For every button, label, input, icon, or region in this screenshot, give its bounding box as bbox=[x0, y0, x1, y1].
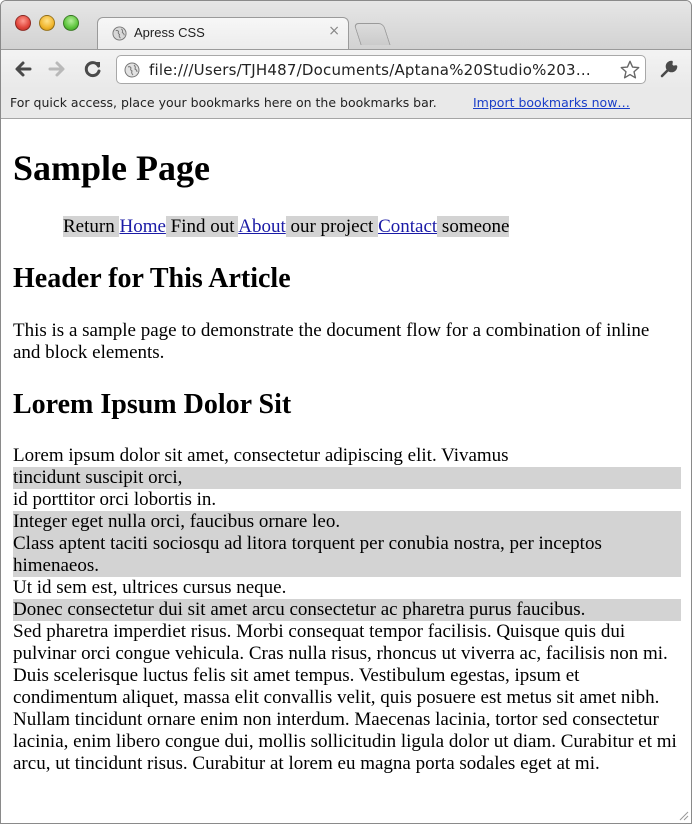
import-bookmarks-link[interactable]: Import bookmarks now… bbox=[473, 95, 630, 110]
tab-title: Apress CSS bbox=[134, 25, 205, 40]
nav-text-return: Return bbox=[63, 216, 120, 237]
nav-text-someone: someone bbox=[437, 216, 510, 237]
wrench-icon[interactable] bbox=[657, 57, 681, 81]
lorem-block bbox=[13, 445, 681, 775]
nav-text-our-project: our project bbox=[285, 216, 379, 237]
url-text[interactable]: file:///Users/TJH487/Documents/Aptana%20Studio%203… bbox=[149, 61, 591, 79]
article-paragraph: This is a sample page to demonstrate the document flow for a combination of inline and block elements. bbox=[13, 320, 650, 363]
close-tab-icon[interactable]: × bbox=[328, 23, 340, 39]
globe-icon bbox=[124, 62, 140, 78]
page-viewport bbox=[1, 119, 691, 823]
nav-link-home[interactable]: Home bbox=[119, 216, 166, 237]
back-arrow-icon[interactable] bbox=[11, 57, 35, 81]
maximize-window-icon[interactable] bbox=[63, 15, 79, 31]
new-tab-icon[interactable] bbox=[353, 23, 390, 45]
resize-grip-icon[interactable] bbox=[677, 809, 689, 821]
lorem-line: Lorem ipsum dolor sit amet, consectetur adipiscing elit. Vivamus bbox=[13, 445, 509, 466]
nav-text-find-out: Find out bbox=[165, 216, 239, 237]
bookmarks-hint: For quick access, place your bookmarks here on the bookmarks bar. bbox=[10, 95, 437, 110]
minimize-window-icon[interactable] bbox=[39, 15, 55, 31]
lorem-highlight-block: Class aptent taciti sociosqu ad litora torquent per conubia nostra, per inceptos himenaeos. bbox=[13, 533, 681, 577]
article-heading: Header for This Article bbox=[13, 263, 291, 294]
lorem-heading: Lorem Ipsum Dolor Sit bbox=[13, 389, 292, 420]
lorem-highlight-block: Integer eget nulla orci, faucibus ornare leo. bbox=[13, 511, 681, 533]
nav-link-about[interactable]: About bbox=[238, 216, 286, 237]
star-icon[interactable] bbox=[619, 59, 641, 81]
address-bar[interactable] bbox=[116, 55, 646, 84]
globe-icon bbox=[112, 26, 127, 41]
nav-link-contact[interactable]: Contact bbox=[378, 216, 438, 237]
page-title: Sample Page bbox=[13, 148, 210, 188]
forward-arrow-icon[interactable] bbox=[45, 57, 69, 81]
lorem-highlight-block: tincidunt suscipit orci, bbox=[13, 467, 681, 489]
reload-icon[interactable] bbox=[81, 57, 105, 81]
lorem-line: id porttitor orci lobortis in. bbox=[13, 489, 217, 510]
browser-tab[interactable] bbox=[97, 17, 349, 49]
lorem-line: Ut id sem est, ultrices cursus neque. bbox=[13, 577, 287, 598]
bookmarks-bar bbox=[1, 89, 691, 119]
title-bar bbox=[1, 1, 691, 49]
lorem-paragraph: Sed pharetra imperdiet risus. Morbi consequat tempor facilisis. Quisque quis dui pulvinar orci congue vehicula. Cras nulla risus, rhoncus ut viverra ac, facilisis non mi. Duis scelerisque luctus felis sit amet tempus. Vestibulum egestas, ipsum et condimentum aliquet, massa elit convallis velit, quis posuere est metus sit amet nibh. Nullam tincidunt ornare enim non interdum. Maecenas lacinia, tortor sed consectetur lacinia, enim libero congue dui, mollis sollicitudin ligula dolor ut diam. Curabitur et mi arcu, ut tincidunt risus. Curabitur at lorem eu magna porta sodales eget at mi. bbox=[13, 621, 677, 774]
close-window-icon[interactable] bbox=[15, 15, 31, 31]
browser-toolbar bbox=[1, 49, 691, 89]
lorem-highlight-block: Donec consectetur dui sit amet arcu consectetur ac pharetra purus faucibus. bbox=[13, 599, 681, 621]
nav-menu bbox=[63, 215, 509, 239]
